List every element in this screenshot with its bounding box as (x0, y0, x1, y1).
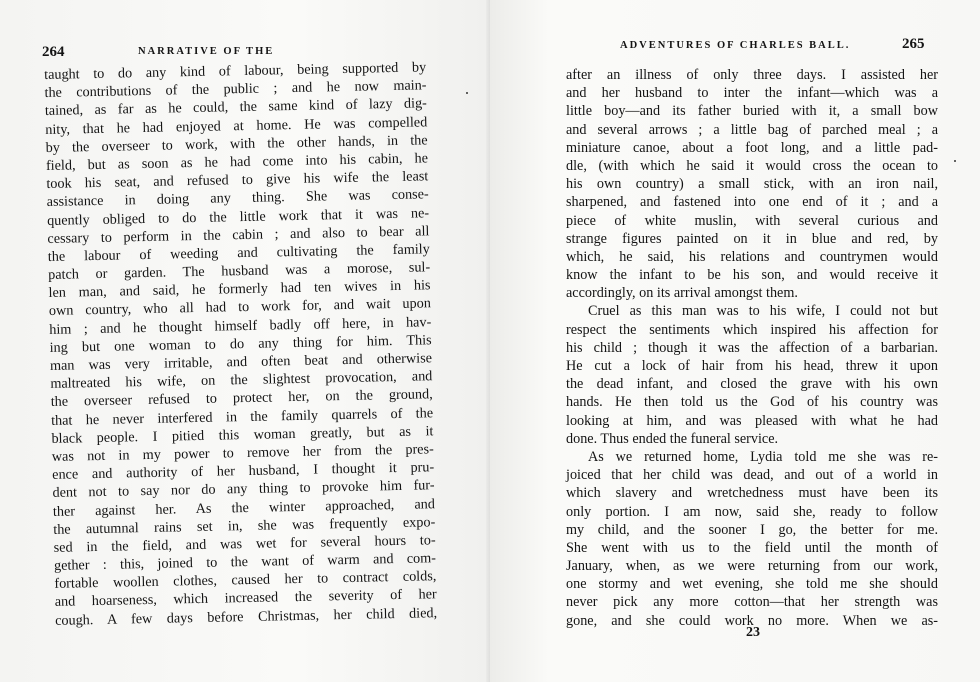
text-line: and several arrows ; a little bag of parched meal ; a (566, 121, 938, 138)
text-line: the overseer refused to protect her, on the ground, (50, 386, 433, 411)
text-line: my child, and the sooner I go, the better for me. (566, 521, 938, 538)
text-line: by the overseer to work, with the other hands, in the (45, 132, 428, 156)
text-line: She went with us to the field until the month of (566, 539, 938, 556)
text-line: his own country) a small stick, with an iron nail, (566, 176, 938, 193)
text-line: dle, (with which he said it would cross the ocean to (566, 157, 938, 174)
right-page-number: 265 (902, 36, 925, 52)
left-page-number: 264 (42, 44, 65, 60)
text-line: took his seat, and refused to give his wife the least (46, 168, 429, 193)
text-line: gether : this, joined to the want of warm and com- (53, 550, 437, 574)
text-line: dent not to say nor do any thing to provoke him fur- (52, 477, 435, 502)
text-line: little boy—and its father buried with it, a small bow (566, 103, 938, 120)
text-line: looking at him, and was pleased with what he had (566, 412, 938, 429)
text-line: the contributions of the public ; and he now main- (44, 77, 427, 102)
text-line: the autumnal rains set in, she was frequently expo- (53, 513, 436, 538)
text-line: that he never interfered in the family quarrels of the (50, 404, 434, 429)
text-line: maltreated his wife, on the slightest provocation, and (50, 368, 433, 393)
text-line: him ; and he thought himself badly off here, in hav- (49, 313, 432, 338)
text-line: len man, and said, he formerly had ten wives in his (48, 277, 431, 302)
text-line: the dead infant, and closed the grave with his own (566, 376, 938, 393)
text-line: gone, and she could work no more. When we as- (566, 612, 938, 629)
text-line: which, he said, his relations and countrymen would (566, 248, 938, 265)
text-line: ther against her. As the winter approached, and (52, 495, 436, 520)
text-line: cessary to perform in the cabin ; and also to bear all (47, 222, 430, 247)
text-line: was not in my power to remove her from the pres- (51, 441, 434, 465)
text-line: nity, that he had enjoyed at home. He was compelled (45, 113, 428, 138)
text-line: quently obliged to do the little work that it was ne- (46, 204, 430, 229)
text-line: field, but as soon as he had come into his cabin, he (45, 150, 429, 174)
text-line: only portion. I am now, said she, ready to follow (566, 503, 938, 520)
text-line: know the infant to be his son, and would receive it (566, 267, 938, 284)
right-running-title: ADVENTURES OF CHARLES BALL. (620, 40, 851, 51)
text-line: black people. I pitied this woman greatly, but as it (51, 423, 434, 447)
text-line: He cut a lock of hair from his head, threw it upon (566, 358, 938, 374)
text-line: one stormy and wet evening, she told me she should (566, 576, 938, 593)
text-line: strange figures painted on it in blue and red, by (566, 230, 938, 247)
text-line: respect the sentiments which inspired his affection for (566, 321, 938, 338)
left-text-block (44, 58, 437, 629)
text-line: accordingly, on its arrival amongst them. (566, 285, 798, 302)
text-line: hands. He then told us the God of his country was (566, 394, 938, 411)
text-line: sharpened, and fastened into one end of it ; and a (566, 194, 938, 211)
text-line: January, when, as we were returning from our work, (566, 558, 938, 575)
text-line: own country, who all had to work for, and wait upon (48, 295, 432, 320)
text-line: miniature canoe, about a foot long, and a little pad- (566, 139, 938, 156)
text-line: patch or garden. The husband was a morose, sul- (48, 259, 431, 284)
text-line: taught to do any kind of labour, being supported by (44, 59, 427, 83)
text-line: joiced that her child was dead, and out of a world in (566, 467, 938, 484)
ink-speck (954, 160, 956, 162)
text-line: his child ; though it was the affection of a barbarian. (566, 339, 938, 356)
right-text-block (566, 66, 938, 630)
right-page (490, 0, 980, 682)
text-line: assistance in doing any thing. She was conse- (46, 186, 429, 211)
text-line: fortable woollen clothes, caused her to contract colds, (54, 568, 437, 593)
text-line: done. Thus ended the funeral service. (566, 430, 779, 447)
text-line: which slavery and wretchedness must have been its (566, 485, 938, 502)
text-line: Cruel as this man was to his wife, I could not but (588, 303, 938, 320)
text-line: sed in the field, and was wet for several hours to- (53, 532, 436, 556)
text-line: cough. A few days before Christmas, her child died, (54, 604, 438, 629)
text-line: tained, as far as he could, the same kind of lazy dig- (44, 95, 427, 120)
text-line: man was very irritable, and often beat and otherwise (49, 350, 433, 374)
text-line: piece of white muslin, with several curious and (566, 212, 938, 229)
text-line: and her husband to inter the infant—which was a (566, 85, 938, 102)
text-line: As we returned home, Lydia told me she was re- (588, 448, 938, 465)
text-line: the labour of weeding and cultivating the family (47, 241, 430, 265)
ink-speck (466, 92, 468, 94)
left-running-title: NARRATIVE OF THE (138, 46, 275, 57)
signature-mark: 23 (746, 625, 760, 640)
text-line: ence and authority of her husband, I thought it pru- (52, 459, 435, 484)
text-line: and hoarseness, which increased the severity of her (54, 586, 437, 611)
text-line: never pick any more cotton—that her strength was (566, 594, 938, 611)
text-line: after an illness of only three days. I assisted her (566, 67, 938, 83)
text-line: ing but one woman to do any thing for him. This (49, 332, 432, 356)
